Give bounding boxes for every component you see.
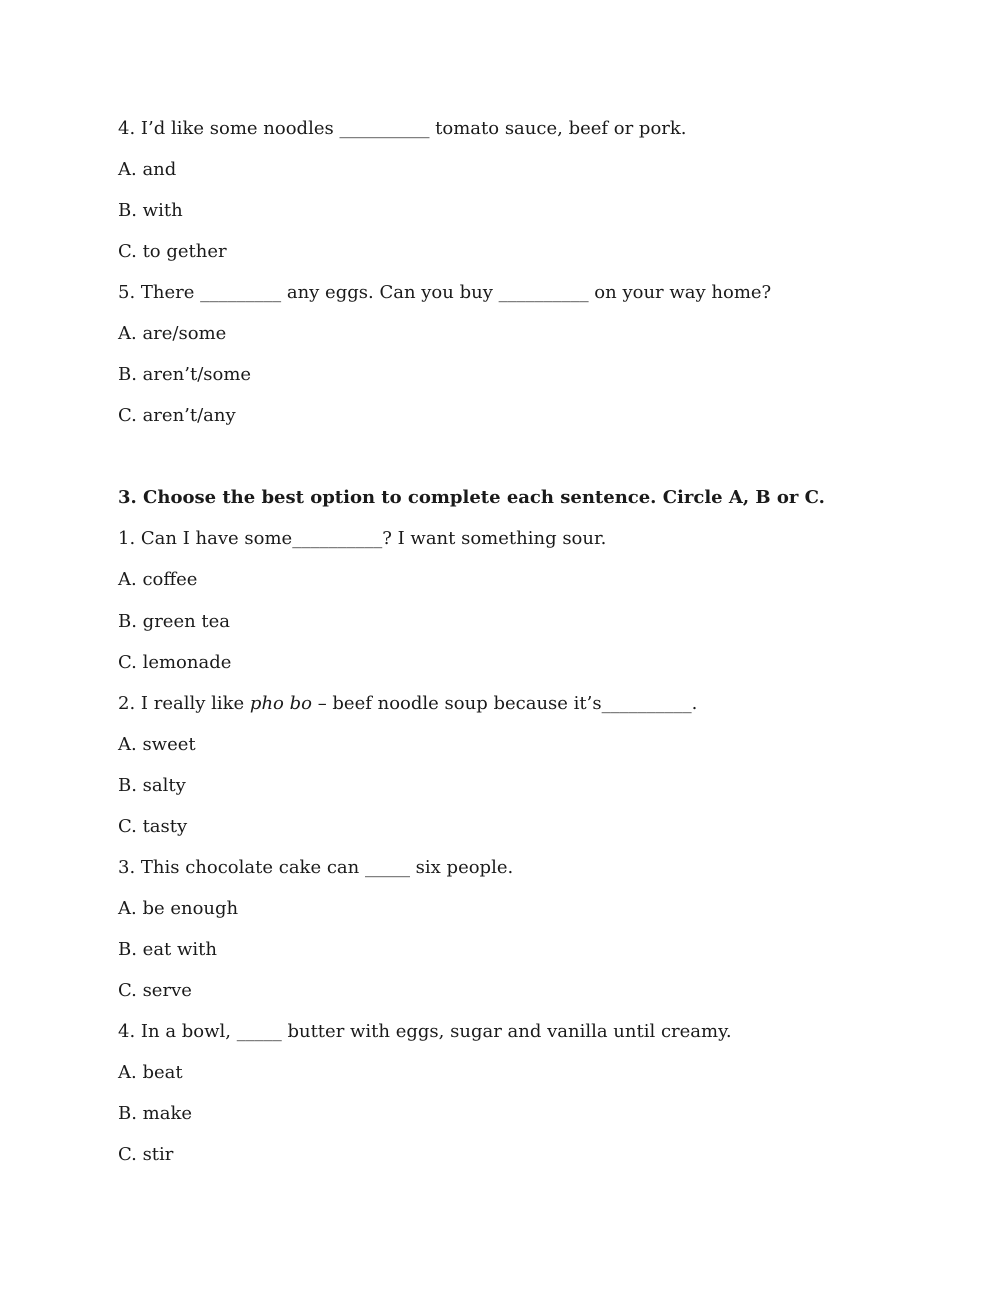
s2-q5-option-a[interactable]: A. are/some bbox=[118, 323, 227, 344]
s3-q2-question-suffix: – beef noodle soup because it’s__________. bbox=[311, 693, 698, 714]
s3-q4-option-a[interactable]: A. beat bbox=[118, 1062, 183, 1083]
s3-q2-option-b[interactable]: B. salty bbox=[118, 775, 186, 796]
s3-q1-option-a[interactable]: A. coffee bbox=[118, 569, 198, 590]
s3-q3-option-b[interactable]: B. eat with bbox=[118, 939, 217, 960]
s2-q4-option-b[interactable]: B. with bbox=[118, 200, 183, 221]
s3-q4-option-c[interactable]: C. stir bbox=[118, 1144, 174, 1165]
s3-q3-option-a[interactable]: A. be enough bbox=[118, 898, 239, 919]
s3-q2-option-a[interactable]: A. sweet bbox=[118, 734, 196, 755]
s3-q2-option-c[interactable]: C. tasty bbox=[118, 816, 188, 837]
s3-q1-option-b[interactable]: B. green tea bbox=[118, 611, 231, 632]
s2-q5-option-b[interactable]: B. aren’t/some bbox=[118, 364, 252, 385]
s2-q4-question: 4. I’d like some noodles __________ tomato sauce, beef or pork. bbox=[118, 118, 687, 139]
s2-q5-option-c[interactable]: C. aren’t/any bbox=[118, 405, 236, 426]
s3-q2-question bbox=[118, 692, 697, 716]
s3-q1-question: 1. Can I have some__________? I want something sour. bbox=[118, 528, 607, 549]
s3-q4-option-b[interactable]: B. make bbox=[118, 1103, 193, 1124]
s3-q3-option-c[interactable]: C. serve bbox=[118, 980, 192, 1001]
s2-q5-question: 5. There _________ any eggs. Can you buy __________ on your way home? bbox=[118, 282, 772, 303]
section3-heading: 3. Choose the best option to complete each sentence. Circle A, B or C. bbox=[118, 487, 825, 508]
s3-q1-option-c[interactable]: C. lemonade bbox=[118, 652, 232, 673]
s2-q4-option-c[interactable]: C. to gether bbox=[118, 241, 227, 262]
s2-q4-option-a[interactable]: A. and bbox=[118, 159, 177, 180]
s3-q3-question: 3. This chocolate cake can _____ six people. bbox=[118, 857, 514, 878]
s3-q2-question-dish: pho bo bbox=[249, 693, 312, 714]
s3-q4-question: 4. In a bowl, _____ butter with eggs, sugar and vanilla until creamy. bbox=[118, 1021, 732, 1042]
s3-q2-question-prefix: 2. I really like bbox=[118, 693, 250, 714]
